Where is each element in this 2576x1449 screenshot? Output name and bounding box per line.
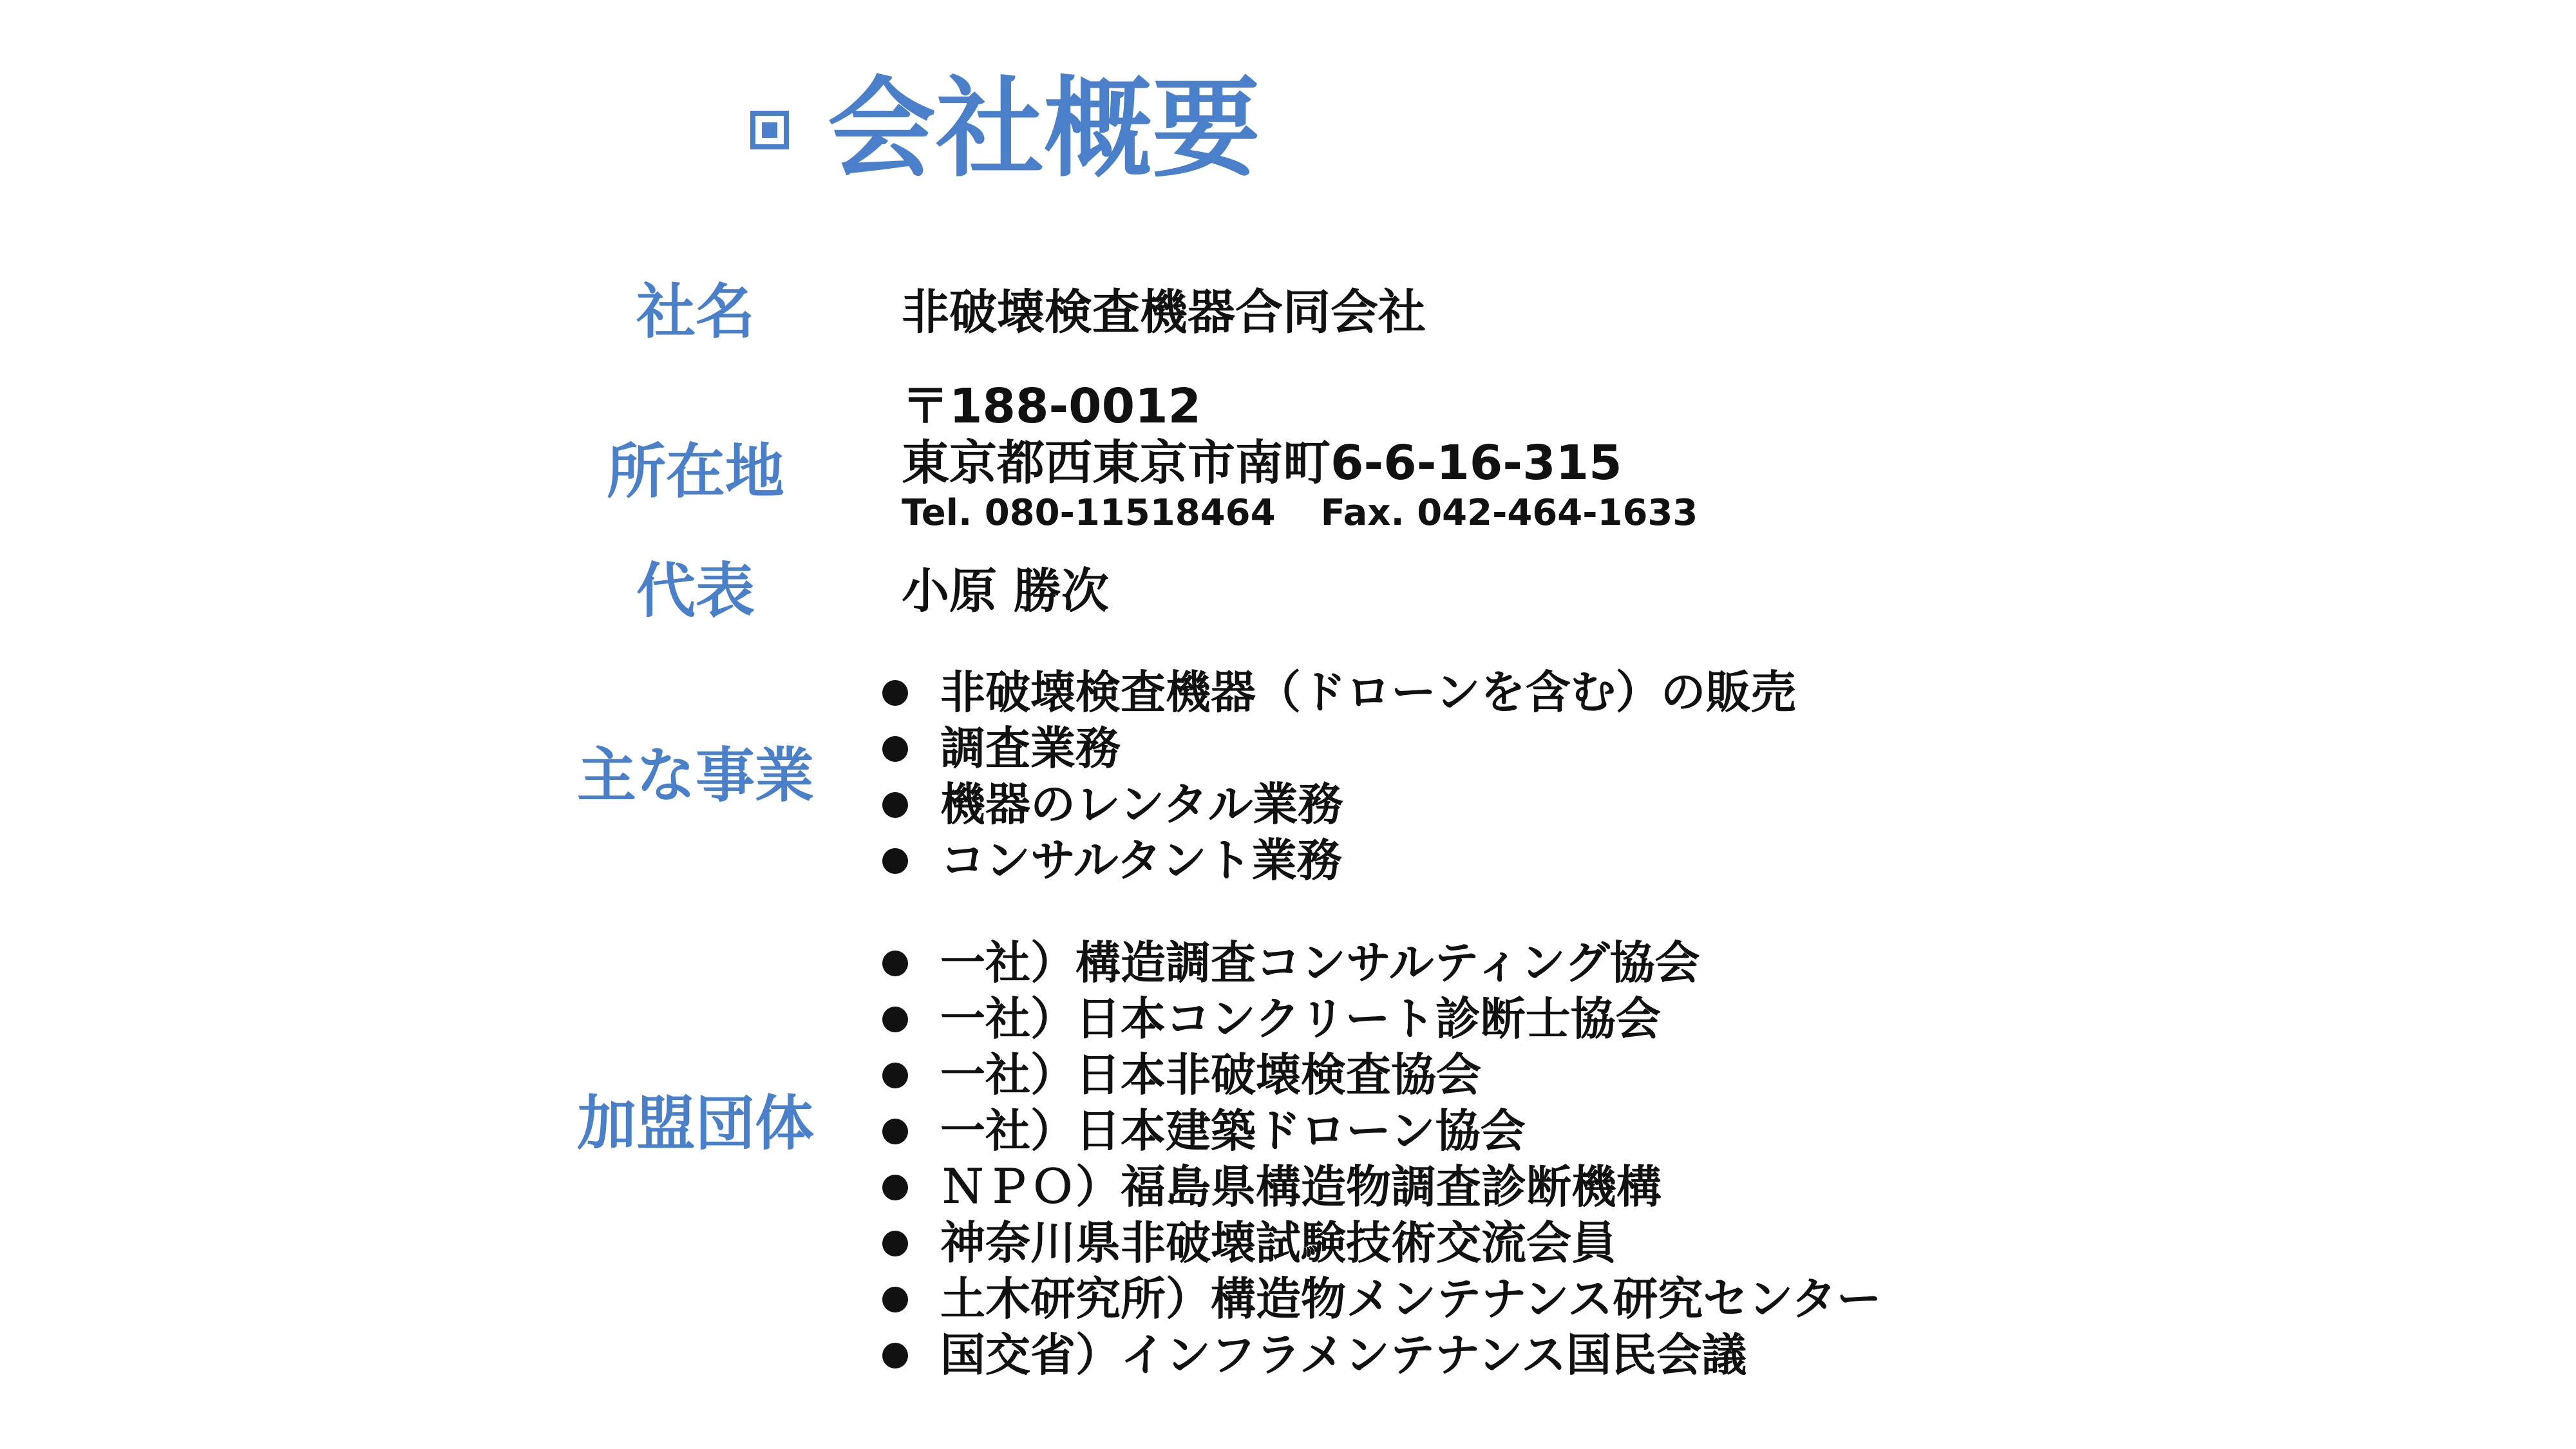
- list-item: 神奈川県非破壊試験技術交流会員: [876, 1215, 1882, 1271]
- postal-code: 〒188-0012: [902, 379, 1202, 434]
- list-item: コンサルタント業務: [876, 833, 1796, 889]
- list-item: 一社）構造調査コンサルティング協会: [876, 935, 1882, 991]
- business-list: [876, 665, 1796, 889]
- tel-number: Tel. 080-11518464: [902, 492, 1276, 534]
- fax-number: Fax. 042-464-1633: [1320, 492, 1698, 534]
- memberships-label: 加盟団体: [576, 1089, 814, 1158]
- street-address: 東京都西東京市南町6-6-16-315: [902, 435, 1622, 491]
- bullet-dot-icon: [882, 1063, 908, 1088]
- company-name-value: 非破壊検査機器合同会社: [902, 285, 1426, 340]
- company-name-label: 社名: [636, 278, 755, 346]
- list-item: 非破壊検査機器（ドローンを含む）の販売: [876, 665, 1796, 721]
- list-item: 一社）日本建築ドローン協会: [876, 1103, 1882, 1159]
- list-item: 一社）日本非破壊検査協会: [876, 1047, 1882, 1103]
- contact-line: [902, 491, 1698, 536]
- representative-value: 小原 勝次: [902, 564, 1109, 619]
- bullet-dot-icon: [882, 1175, 908, 1200]
- representative-label: 代表: [636, 556, 755, 625]
- square-bullet-icon: [750, 111, 789, 149]
- business-label: 主な事業: [576, 741, 814, 810]
- list-item: 調査業務: [876, 721, 1796, 777]
- bullet-dot-icon: [882, 1231, 908, 1256]
- list-item: 一社）日本コンクリート診断士協会: [876, 991, 1882, 1047]
- bullet-dot-icon: [882, 792, 908, 818]
- list-item: 国交省）インフラメンテナンス国民会議: [876, 1327, 1882, 1383]
- bullet-dot-icon: [882, 680, 908, 706]
- bullet-dot-icon: [882, 1287, 908, 1312]
- address-label: 所在地: [606, 437, 784, 506]
- bullet-dot-icon: [882, 1343, 908, 1368]
- memberships-list: [876, 935, 1882, 1383]
- bullet-dot-icon: [882, 1119, 908, 1144]
- bullet-dot-icon: [882, 1007, 908, 1032]
- list-item: ＮＰＯ）福島県構造物調査診断機構: [876, 1159, 1882, 1215]
- bullet-dot-icon: [882, 848, 908, 874]
- list-item: 機器のレンタル業務: [876, 777, 1796, 833]
- list-item: 土木研究所）構造物メンテナンス研究センター: [876, 1271, 1882, 1327]
- bullet-dot-icon: [882, 951, 908, 976]
- bullet-dot-icon: [882, 736, 908, 762]
- page-title: 会社概要: [828, 66, 1260, 192]
